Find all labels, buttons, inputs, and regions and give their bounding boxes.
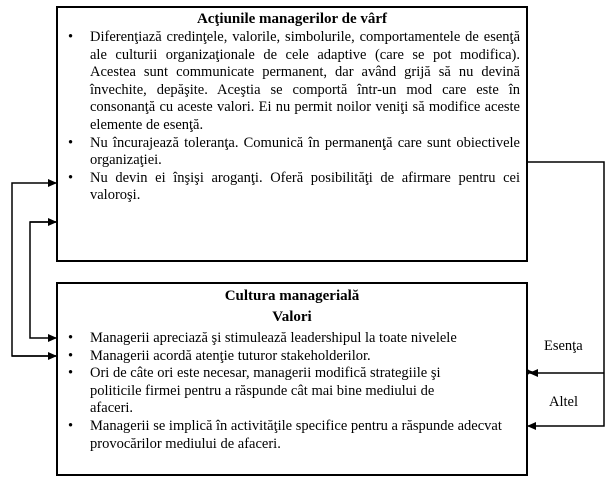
top-bullet-text-1: Diferenţiază credinţele, valorile, simbolurile, comportamentele de esenţă ale culturii organizaţionale de cele adaptive (care se pot modifica). Acestea sunt communicate permanent, dar având grijă să nu devină învechite, depăşite. Aceştia se comportă într-un mod care este în consonanţă cu aceste valori. Ei nu permit noilor veniţi să modifice aceste elemente de esenţă.	[90, 29, 520, 133]
list-item	[58, 170, 526, 205]
list-item	[58, 135, 526, 170]
list-item	[58, 348, 526, 366]
left-inner-connector	[30, 222, 56, 338]
bottom-bullet-text-1: Managerii apreciază şi stimulează leadershipul la toate nivelele	[90, 330, 457, 346]
bottom-box-list	[58, 330, 526, 453]
bullet-icon: •	[68, 29, 74, 45]
managerial-culture-box	[56, 282, 528, 476]
top-box-title: Acţiunile managerilor de vârf	[196, 11, 388, 27]
bullet-icon: •	[68, 417, 74, 434]
esenta-label: Esenţa	[544, 338, 583, 354]
list-item	[58, 330, 526, 348]
top-bullet-text-3: Nu devin ei înşişi aroganţi. Oferă posibilităţi de afirmare pentru cei valoroşi.	[90, 169, 520, 204]
bullet-icon: •	[68, 365, 74, 382]
bottom-bullet-text-3: Ori de câte ori este necesar, managerii modifică strategiile şi politicile firmei pentru a răspunde cât mai bine mediului de afaceri.	[90, 365, 441, 417]
list-item	[58, 418, 526, 453]
bullet-icon: •	[68, 134, 74, 151]
top-bullet-text-2: Nu încurajează toleranţa. Comunică în permanenţă care sunt obiectivele organizaţiei.	[90, 134, 520, 169]
left-outer-connector	[12, 183, 56, 356]
altel-label: Altel	[549, 394, 578, 410]
list-item	[58, 365, 526, 418]
bottom-box-title: Cultura managerială	[224, 288, 360, 304]
bullet-icon: •	[68, 347, 74, 364]
bottom-bullet-text-4: Managerii se implică în activităţile specifice pentru a răspunde adecvat provocărilor mediului de afaceri.	[90, 417, 502, 452]
list-item	[58, 29, 526, 135]
bullet-icon: •	[68, 330, 74, 346]
top-managers-actions-box	[56, 6, 528, 262]
top-box-list	[58, 29, 526, 205]
right-connector	[528, 162, 604, 426]
bullet-icon: •	[68, 169, 74, 186]
bottom-bullet-text-2: Managerii acordă atenţie tuturor stakeholderilor.	[90, 347, 371, 364]
bottom-box-subtitle: Valori	[272, 309, 312, 325]
